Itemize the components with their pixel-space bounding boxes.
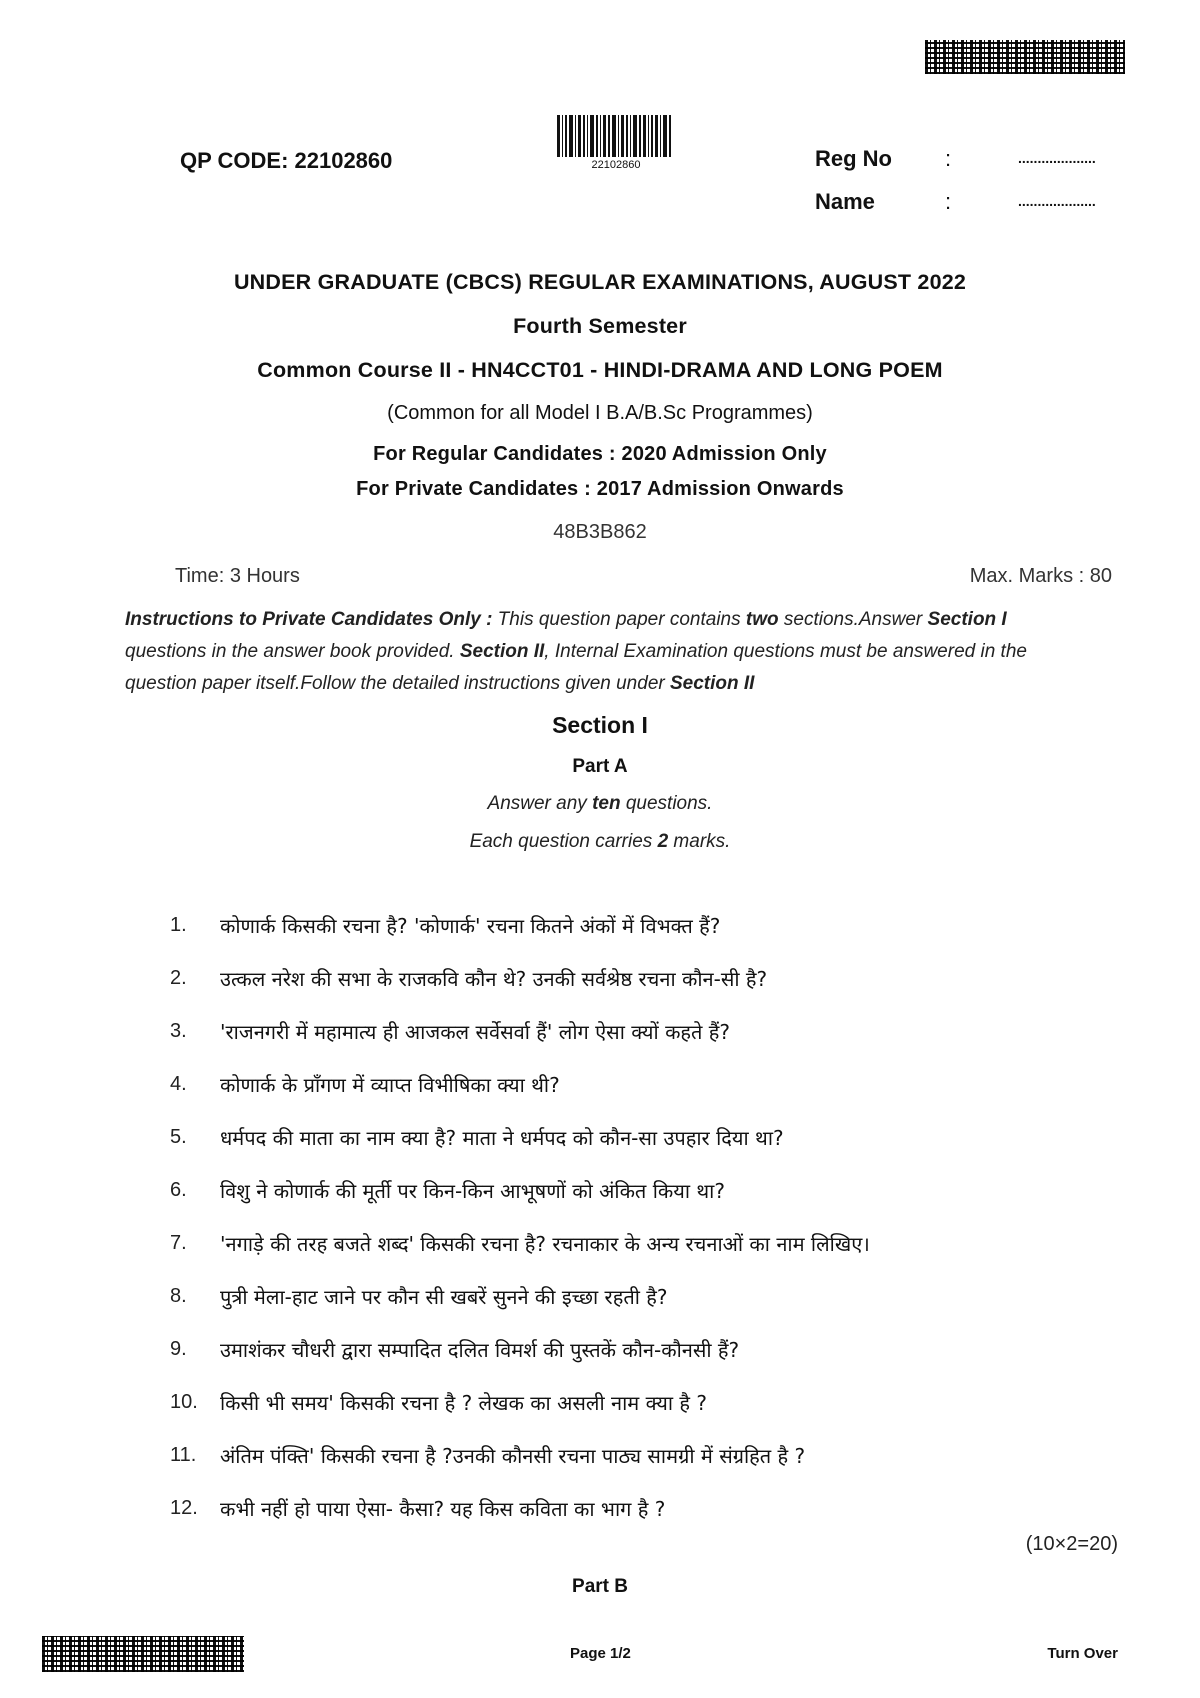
reg-no-colon: : xyxy=(945,146,952,171)
instructions-text: questions in the answer book provided. xyxy=(125,641,460,662)
regular-candidates: For Regular Candidates : 2020 Admission Only xyxy=(373,443,827,465)
marks-text: Each question carries xyxy=(469,831,658,852)
question-text: कोणार्क के प्राँगण में व्याप्त विभीषिका क्या थी? xyxy=(220,1072,560,1097)
turn-over: Turn Over xyxy=(1047,1645,1118,1662)
question-number: 1. xyxy=(170,913,187,936)
barcode-caption: 22102860 xyxy=(591,159,641,171)
name-field[interactable]: .................... xyxy=(1018,193,1096,209)
question-item xyxy=(170,1114,1130,1160)
question-item xyxy=(170,1220,1130,1266)
question-item xyxy=(170,1061,1130,1107)
qp-barcode xyxy=(557,115,675,171)
instructions-section-i: Section I xyxy=(927,609,1007,630)
marks-instruction xyxy=(0,831,1200,853)
question-number: 11. xyxy=(170,1443,197,1466)
paper-code: 48B3B862 xyxy=(553,521,647,543)
question-item xyxy=(170,1326,1130,1372)
question-item xyxy=(170,1008,1130,1054)
instructions-line-3 xyxy=(125,668,1085,700)
question-text: पुत्री मेला-हाट जाने पर कौन सी खबरें सुनने की इच्छा रहती है? xyxy=(220,1284,668,1309)
question-text: 'नगाड़े की तरह बजते शब्द' किसकी रचना है? रचनाकार के अन्य रचनाओं का नाम लिखिए। xyxy=(220,1231,870,1256)
qp-barcode-bars xyxy=(557,115,675,157)
part-b-title: Part B xyxy=(572,1576,628,1597)
instructions-text: , Internal Examination questions must be answered in the xyxy=(544,641,1027,662)
instructions-section-ii: Section II xyxy=(670,673,755,694)
question-number: 9. xyxy=(170,1337,187,1360)
question-text: उत्कल नरेश की सभा के राजकवि कौन थे? उनकी सर्वश्रेष्ठ रचना कौन-सी है? xyxy=(220,966,768,991)
answer-text: Answer any xyxy=(487,793,593,814)
private-candidates: For Private Candidates : 2017 Admission Onwards xyxy=(356,478,844,500)
qp-code: QP CODE: 22102860 xyxy=(180,148,393,173)
question-item xyxy=(170,1485,1130,1531)
question-text: धर्मपद की माता का नाम क्या है? माता ने धर्मपद को कौन-सा उपहार दिया था? xyxy=(220,1125,784,1150)
question-number: 4. xyxy=(170,1072,187,1095)
answer-count: ten xyxy=(592,793,621,814)
semester: Fourth Semester xyxy=(513,314,687,338)
marks-count: 2 xyxy=(657,831,669,852)
question-number: 8. xyxy=(170,1284,187,1307)
question-text: कोणार्क किसकी रचना है? 'कोणार्क' रचना कितने अंकों में विभक्त हैं? xyxy=(220,913,721,938)
name-colon: : xyxy=(945,189,952,214)
question-item xyxy=(170,902,1130,948)
name-label: Name xyxy=(815,189,875,214)
instructions-line-2 xyxy=(125,636,1085,668)
question-text: कभी नहीं हो पाया ऐसा- कैसा? यह किस कविता का भाग है ? xyxy=(220,1496,666,1521)
instructions-text: This question paper contains xyxy=(492,609,746,630)
instructions-text: question paper itself.Follow the detailed instructions given under xyxy=(125,673,670,694)
question-text: उमाशंकर चौधरी द्वारा सम्पादित दलित विमर्श की पुस्तकें कौन-कौनसी हैं? xyxy=(220,1337,740,1362)
course-title: Common Course II - HN4CCT01 - HINDI-DRAMA AND LONG POEM xyxy=(257,358,943,382)
question-text: किसी भी समय' किसकी रचना है ? लेखक का असली नाम क्या है ? xyxy=(220,1390,708,1415)
question-item xyxy=(170,1273,1130,1319)
common-for: (Common for all Model I B.A/B.Sc Programmes) xyxy=(387,402,813,424)
answer-instruction xyxy=(0,793,1200,815)
section-title: Section I xyxy=(552,712,648,738)
time: Time: 3 Hours xyxy=(175,565,300,587)
marks-text: marks. xyxy=(668,831,731,852)
question-text: 'राजनगरी में महामात्य ही आजकल सर्वेसर्वा हैं' लोग ऐसा क्यों कहते हैं? xyxy=(220,1019,731,1044)
question-text: अंतिम पंक्ति' किसकी रचना है ?उनकी कौनसी रचना पाठ्य सामग्री में संग्रहित है ? xyxy=(220,1443,806,1468)
instructions-text: sections.Answer xyxy=(778,609,928,630)
reg-no-label: Reg No xyxy=(815,146,892,171)
bottom-left-barcode xyxy=(42,1636,244,1672)
top-right-barcode xyxy=(925,40,1125,74)
question-text: विशु ने कोणार्क की मूर्ती पर किन-किन आभूषणों को अंकित किया था? xyxy=(220,1178,725,1203)
question-number: 10. xyxy=(170,1390,198,1413)
question-item xyxy=(170,1432,1130,1478)
question-number: 7. xyxy=(170,1231,187,1254)
part-a-title: Part A xyxy=(572,756,628,777)
question-item xyxy=(170,1379,1130,1425)
page-number: Page 1/2 xyxy=(570,1645,631,1662)
question-item xyxy=(170,1167,1130,1213)
question-number: 5. xyxy=(170,1125,187,1148)
instructions-two: two xyxy=(745,609,779,630)
max-marks: Max. Marks : 80 xyxy=(969,565,1112,587)
question-number: 12. xyxy=(170,1496,198,1519)
question-item xyxy=(170,955,1130,1001)
question-number: 6. xyxy=(170,1178,187,1201)
reg-no-field[interactable]: .................... xyxy=(1018,150,1096,166)
instructions-section-ii: Section II xyxy=(459,641,545,662)
question-number: 3. xyxy=(170,1019,187,1042)
instructions-label: Instructions to Private Candidates Only : xyxy=(125,609,493,630)
answer-text: questions. xyxy=(620,793,713,814)
question-number: 2. xyxy=(170,966,187,989)
exam-title: UNDER GRADUATE (CBCS) REGULAR EXAMINATIONS, AUGUST 2022 xyxy=(233,270,967,294)
instructions-line-1 xyxy=(125,604,1085,636)
instructions xyxy=(125,604,1085,700)
marks-total: (10×2=20) xyxy=(1025,1533,1118,1555)
